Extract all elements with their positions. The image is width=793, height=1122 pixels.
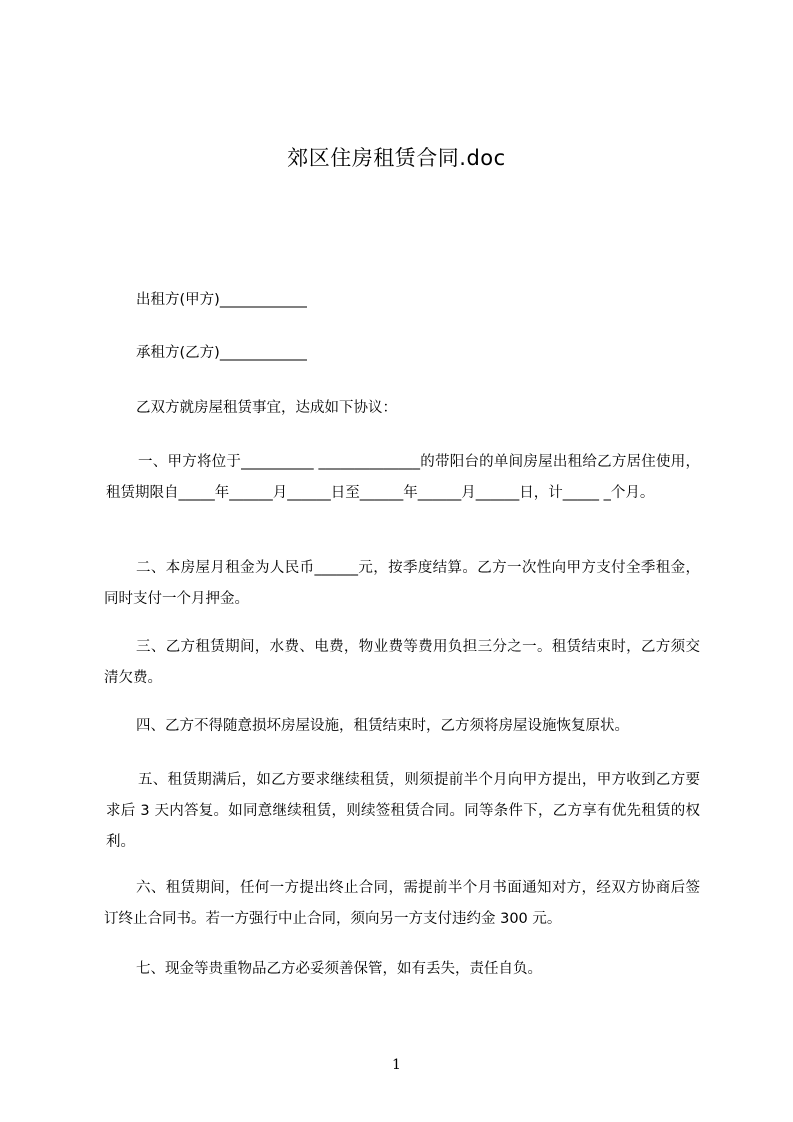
clause-1: 一、甲方将位于__________ ______________的带阳台的单间房屋出租给乙方居住使用，租赁期限自_____年______月______日至______年______月______日，计_____ _个月。 — [106, 454, 700, 501]
clause-7: 七、现金等贵重物品乙方必妥须善保管，如有丢失，责任自负。 — [136, 961, 542, 977]
document-title: 郊区住房租赁合同.doc — [287, 146, 506, 170]
clause-3: 三、乙方租赁期间，水费、电费，物业费等费用负担三分之一。租赁结束时，乙方须交清欠费。 — [104, 639, 700, 686]
lessee-line: 承租方(乙方)____________ — [136, 345, 307, 361]
clause-5: 五、租赁期满后，如乙方要求继续租赁，则须提前半个月向甲方提出，甲方收到乙方要求后 3 天内答复。如同意继续租赁，则续签租赁合同。同等条件下，乙方享有优先租赁的权利。 — [106, 772, 700, 850]
intro-line: 乙双方就房屋租赁事宜，达成如下协议： — [136, 400, 397, 416]
page-number: 1 — [392, 1057, 401, 1073]
clause-4: 四、乙方不得随意损坏房屋设施，租赁结束时，乙方须将房屋设施恢复原状。 — [136, 718, 629, 734]
clause-2: 二、本房屋月租金为人民币______元，按季度结算。乙方一次性向甲方支付全季租金，同时支付一个月押金。 — [104, 560, 700, 607]
lessor-line: 出租方(甲方)____________ — [136, 292, 307, 308]
clause-6: 六、租赁期间，任何一方提出终止合同，需提前半个月书面通知对方，经双方协商后签订终止合同书。若一方强行中止合同，须向另一方支付违约金 300 元。 — [104, 880, 700, 927]
